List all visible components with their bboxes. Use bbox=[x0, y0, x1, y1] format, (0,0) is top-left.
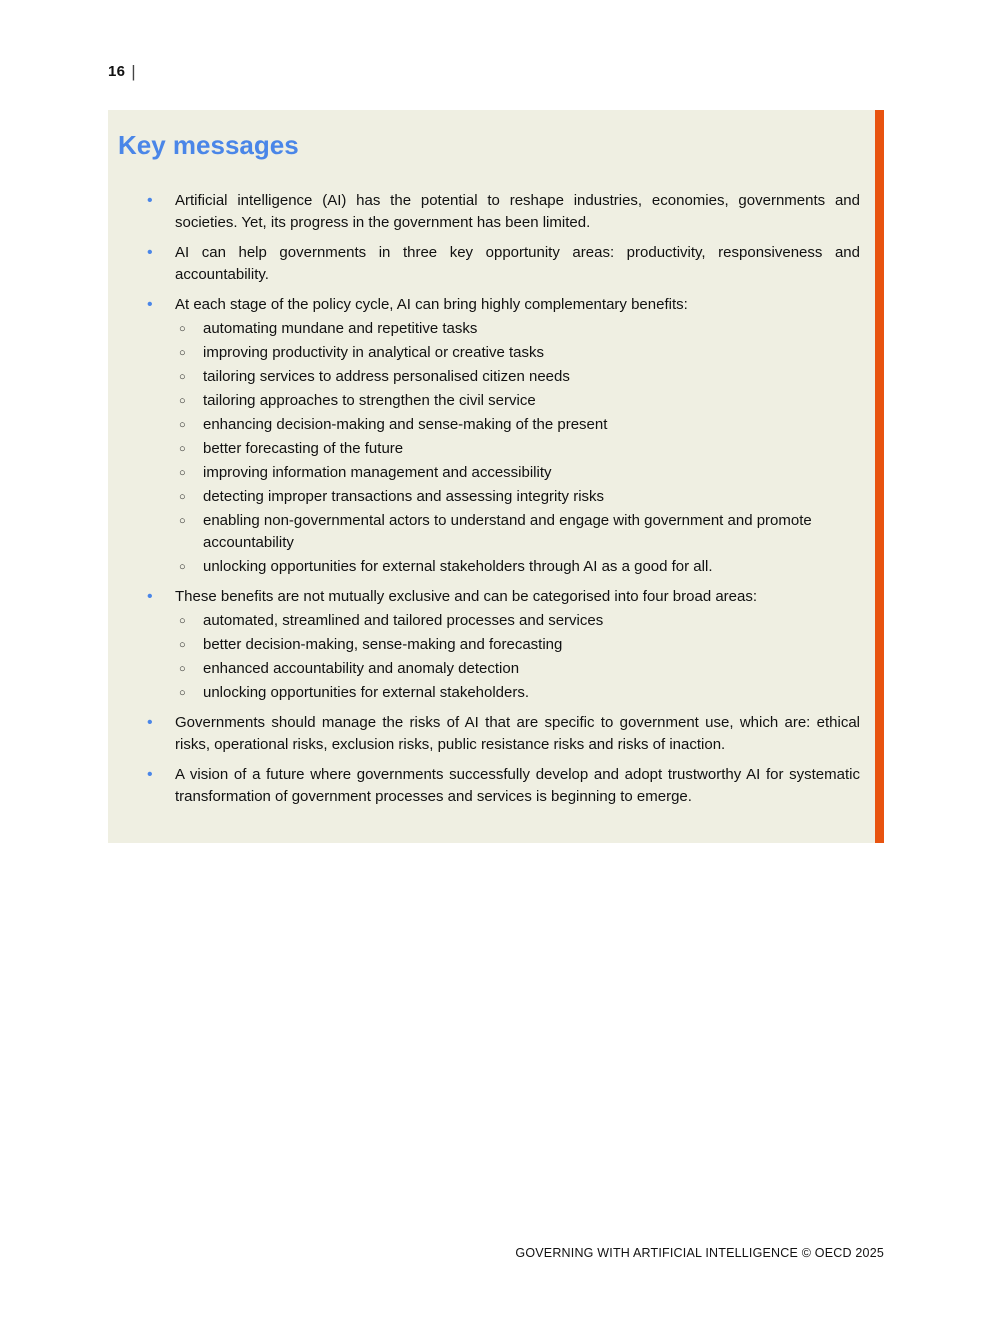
bullet-text: A vision of a future where governments successfully develop and adopt trustworthy AI for systematic transformation of government processes and services is beginning to emerge. bbox=[175, 766, 860, 805]
sub-list-item bbox=[175, 438, 860, 460]
sub-list-item bbox=[175, 390, 860, 412]
circle-bullet-icon: ○ bbox=[179, 371, 186, 383]
key-messages-title: Key messages bbox=[118, 130, 299, 160]
sub-bullet-text: unlocking opportunities for external stakeholders. bbox=[203, 684, 530, 701]
circle-bullet-icon: ○ bbox=[179, 491, 186, 503]
sub-bullet-text: improving information management and accessibility bbox=[203, 464, 552, 481]
accent-bar bbox=[875, 110, 884, 843]
sub-list-item bbox=[175, 342, 860, 364]
sub-list-item bbox=[175, 462, 860, 484]
sub-bullet-text: tailoring approaches to strengthen the civil service bbox=[203, 392, 536, 409]
sub-bullet-text: better forecasting of the future bbox=[203, 440, 404, 457]
sub-list-item bbox=[175, 610, 860, 632]
circle-bullet-icon: ○ bbox=[179, 323, 186, 335]
sub-list bbox=[175, 318, 860, 578]
circle-bullet-icon: ○ bbox=[179, 347, 186, 359]
sub-list-item bbox=[175, 414, 860, 436]
sub-list-item bbox=[175, 682, 860, 704]
bullet-dot-icon: • bbox=[147, 192, 153, 209]
list-item bbox=[108, 764, 860, 808]
sub-list bbox=[175, 610, 860, 704]
sub-bullet-text: unlocking opportunities for external stakeholders through AI as a good for all. bbox=[203, 558, 713, 575]
bullet-text: Artificial intelligence (AI) has the potential to reshape industries, economies, governments and societies. Yet, its progress in the government has been limited. bbox=[175, 192, 860, 231]
sub-bullet-text: automating mundane and repetitive tasks bbox=[203, 320, 478, 337]
page-header bbox=[108, 63, 136, 80]
sub-list-item bbox=[175, 318, 860, 340]
list-item bbox=[108, 712, 860, 756]
bullet-dot-icon: • bbox=[147, 244, 153, 261]
bullet-dot-icon: • bbox=[147, 714, 153, 731]
sub-list-item bbox=[175, 634, 860, 656]
bullet-text: Governments should manage the risks of AI that are specific to government use, which are: ethical risks, operational risks, exclusion risks, public resistance risks and risks of inaction. bbox=[175, 714, 860, 753]
key-messages-list bbox=[108, 190, 860, 808]
circle-bullet-icon: ○ bbox=[179, 515, 186, 527]
sub-bullet-text: enhancing decision-making and sense-making of the present bbox=[203, 416, 608, 433]
sub-bullet-text: detecting improper transactions and assessing integrity risks bbox=[203, 488, 605, 505]
circle-bullet-icon: ○ bbox=[179, 419, 186, 431]
circle-bullet-icon: ○ bbox=[179, 615, 186, 627]
sub-bullet-text: enhanced accountability and anomaly detection bbox=[203, 660, 520, 677]
sub-list-item bbox=[175, 510, 860, 554]
sub-list-item bbox=[175, 366, 860, 388]
bullet-text: At each stage of the policy cycle, AI can bring highly complementary benefits: bbox=[175, 296, 688, 313]
sub-bullet-text: improving productivity in analytical or creative tasks bbox=[203, 344, 544, 361]
circle-bullet-icon: ○ bbox=[179, 443, 186, 455]
page-number-separator: | bbox=[131, 62, 136, 81]
bullet-dot-icon: • bbox=[147, 766, 153, 783]
list-item bbox=[108, 586, 860, 704]
list-item bbox=[108, 294, 860, 578]
circle-bullet-icon: ○ bbox=[179, 561, 186, 573]
page-number: 16 bbox=[108, 63, 126, 80]
list-item bbox=[108, 190, 860, 234]
page-footer: GOVERNING WITH ARTIFICIAL INTELLIGENCE © OECD 2025 bbox=[515, 1246, 884, 1260]
bullet-dot-icon: • bbox=[147, 296, 153, 313]
circle-bullet-icon: ○ bbox=[179, 395, 186, 407]
sub-bullet-text: better decision-making, sense-making and forecasting bbox=[203, 636, 563, 653]
circle-bullet-icon: ○ bbox=[179, 663, 186, 675]
circle-bullet-icon: ○ bbox=[179, 687, 186, 699]
sub-list-item bbox=[175, 556, 860, 578]
bullet-text: AI can help governments in three key opportunity areas: productivity, responsiveness and accountability. bbox=[175, 244, 860, 283]
key-messages-box bbox=[108, 110, 884, 843]
sub-bullet-text: tailoring services to address personalised citizen needs bbox=[203, 368, 570, 385]
list-item bbox=[108, 242, 860, 286]
sub-list-item bbox=[175, 658, 860, 680]
circle-bullet-icon: ○ bbox=[179, 639, 186, 651]
circle-bullet-icon: ○ bbox=[179, 467, 186, 479]
sub-bullet-text: automated, streamlined and tailored processes and services bbox=[203, 612, 604, 629]
bullet-dot-icon: • bbox=[147, 588, 153, 605]
sub-list-item bbox=[175, 486, 860, 508]
bullet-text: These benefits are not mutually exclusive and can be categorised into four broad areas: bbox=[175, 588, 758, 605]
sub-bullet-text: enabling non-governmental actors to understand and engage with government and promote accountability bbox=[203, 512, 812, 551]
